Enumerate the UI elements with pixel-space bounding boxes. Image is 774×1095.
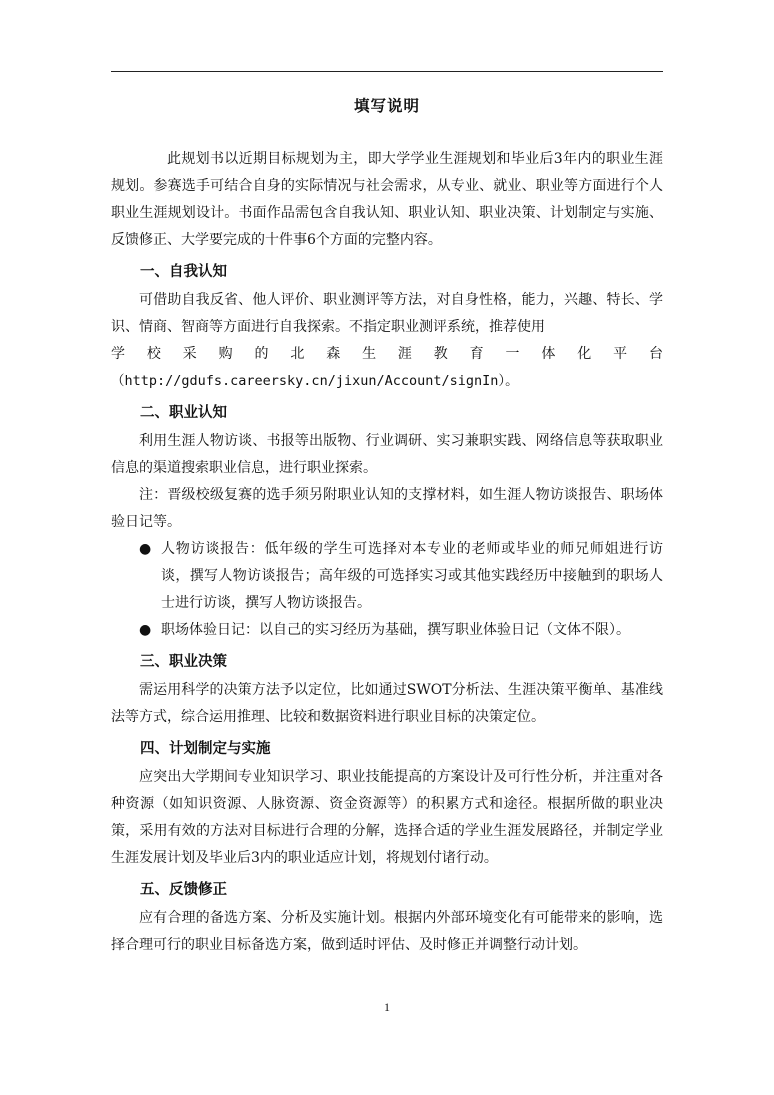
intro-paragraph: 此规划书以近期目标规划为主，即大学学业生涯规划和毕业后3年内的职业生涯规划。参赛选手可结合自身的实际情况与社会需求，从专业、就业、职业等方面进行个人职业生涯规划设计。书面作品需包含自我认知、职业认知、职业决策、计划制定与实施、反馈修正、大学要完成的十件事6个方面的完整内容。 — [111, 151, 663, 248]
bullet-text-workplace-diary: 职场体验日记：以自己的实习经历为基础，撰写职业体验日记（文体不限）。 — [161, 622, 630, 638]
section-heading-feedback-revision: 五、反馈修正 — [140, 882, 227, 898]
section-heading-plan-implementation: 四、计划制定与实施 — [140, 741, 271, 757]
bullet-icon: ● — [139, 541, 152, 557]
section-heading-career-awareness: 二、职业认知 — [140, 405, 227, 421]
career-decision-paragraph: 需运用科学的决策方法予以定位，比如通过SWOT分析法、生涯决策平衡单、基准线法等方式，综合运用推理、比较和数据资料进行职业目标的决策定位。 — [111, 682, 663, 725]
list-item — [111, 617, 663, 644]
career-awareness-note: 注：晋级校级复赛的选手须另附职业认知的支撑材料，如生涯人物访谈报告、职场体验日记等。 — [111, 487, 663, 530]
feedback-revision-paragraph: 应有合理的备选方案、分析及实施计划。根据内外部环境变化有可能带来的影响，选择合理可行的职业目标备选方案，做到适时评估、及时修正并调整行动计划。 — [111, 910, 663, 953]
header-rule — [111, 71, 663, 72]
document-body — [111, 146, 663, 959]
list-item — [111, 536, 663, 617]
self-awareness-url-line: （http://gdufs.careersky.cn/jixun/Account/signIn）。 — [111, 373, 519, 389]
career-awareness-paragraph: 利用生涯人物访谈、书报等出版物、行业调研、实习兼职实践、网络信息等获取职业信息的渠道搜索职业信息，进行职业探索。 — [111, 433, 663, 476]
bullet-icon: ● — [139, 622, 152, 638]
plan-implementation-paragraph: 应突出大学期间专业知识学习、职业技能提高的方案设计及可行性分析，并注重对各种资源（如知识资源、人脉资源、资金资源等）的积累方式和途径。根据所做的职业决策，采用有效的方法对目标进行合理的分解，选择合适的学业生涯发展路径，并制定学业生涯发展计划及毕业后3内的职业适应计划，将规划付诸行动。 — [111, 769, 663, 866]
self-awareness-platform-line: 学校采购的北森生涯教育一体化平台 — [111, 346, 663, 362]
bullet-text-interview-report: 人物访谈报告：低年级的学生可选择对本专业的老师或毕业的师兄师姐进行访谈，撰写人物访谈报告；高年级的可选择实习或其他实践经历中接触到的职场人士进行访谈，撰写人物访谈报告。 — [161, 541, 663, 611]
page-title: 填写说明 — [353, 97, 420, 115]
page-number: 1 — [384, 1000, 390, 1014]
self-awareness-paragraph: 可借助自我反省、他人评价、职业测评等方法，对自身性格，能力，兴趣、特长、学识、情商、智商等方面进行自我探索。不指定职业测评系统，推荐使用 — [111, 292, 663, 335]
section-heading-self-awareness: 一、自我认知 — [140, 264, 227, 280]
section-heading-career-decision: 三、职业决策 — [140, 654, 227, 670]
